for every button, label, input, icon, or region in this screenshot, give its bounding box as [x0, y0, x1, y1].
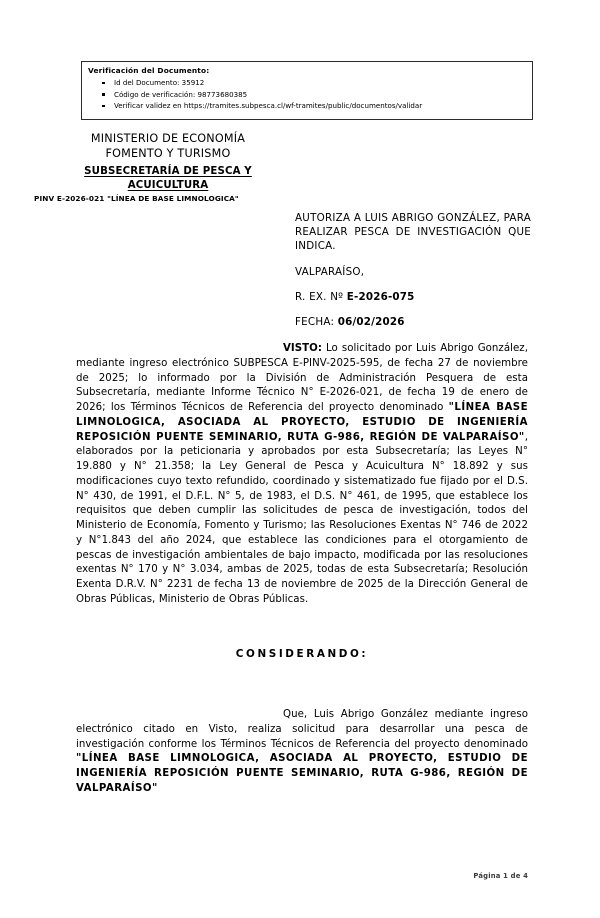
ministry-line-2: FOMENTO Y TURISMO [105, 147, 231, 160]
visto-heading: VISTO: [283, 343, 322, 354]
pinv-reference: PINV E-2026-021 "LÍNEA DE BASE LIMNOLOGICA" [34, 194, 239, 203]
verification-item-document-id: Id del Documento: 35912 [88, 77, 422, 89]
verification-list [88, 77, 422, 112]
visto-paragraph [76, 342, 528, 608]
considerando-heading: CONSIDERANDO: [235, 648, 369, 660]
resolution-place: VALPARAÍSO, [295, 266, 365, 278]
resolution-date-line [295, 316, 405, 328]
considerando-text-part-1: Que, Luis Abrigo González mediante ingreso electrónico citado en Visto, realiza solicitud para desarrollar una pesca de investigación conforme los Términos Técnicos de Referencia del proyecto denominado [76, 709, 528, 750]
ministry-line-1: MINISTERIO DE ECONOMÍA [90, 132, 246, 145]
considerando-project-name: "LÍNEA BASE LIMNOLOGICA, ASOCIADA AL PROYECTO, ESTUDIO DE INGENIERÍA REPOSICIÓN PUENTE SEMINARIO, RUTA G-986, REGIÓN DE VALPARAÍSO" [76, 753, 528, 794]
subsecretaria-heading [46, 165, 290, 192]
verification-title: Verificación del Documento: [88, 66, 210, 75]
resolution-date-label: FECHA: [295, 316, 338, 328]
visto-project-name: "LÍNEA BASE LIMNOLOGICA, ASOCIADA AL PROYECTO, ESTUDIO DE INGENIERÍA REPOSICIÓN PUENTE SEMINARIO, RUTA G-986, REGIÓN DE VALPARAÍSO" [76, 402, 528, 443]
subsecretaria-line-2: ACUICULTURA [127, 179, 209, 191]
subsecretaria-line-1: SUBSECRETARÍA DE PESCA Y [84, 166, 252, 177]
ministry-heading [46, 131, 290, 161]
verification-item-code: Código de verificación: 98773680385 [88, 89, 422, 101]
resolution-date-value: 06/02/2026 [337, 316, 405, 328]
resolution-number-label: R. EX. Nº [295, 291, 347, 303]
considerando-paragraph [76, 708, 528, 797]
resolution-number-line [295, 291, 415, 303]
resolution-number-value: E-2026-075 [346, 291, 415, 303]
verification-box [81, 61, 533, 120]
resolution-subject: AUTORIZA A LUIS ABRIGO GONZÁLEZ, PARA REALIZAR PESCA DE INVESTIGACIÓN QUE INDICA. [295, 212, 531, 253]
verification-item-url: Verificar validez en https://tramites.subpesca.cl/wf-tramites/public/documentos/validar [88, 100, 422, 112]
visto-text-part-2: , elaborados por la peticionaria y aprobados por esta Subsecretaría; las Leyes N° 19.880 y N° 21.358; la Ley General de Pesca y Acuicultura N° 18.892 y sus modificaciones cuyo texto refundido, coordinado y sistematizado fue fijado por el D.S. N° 430, de 1991, el D.F.L. N° 5, de 1983, el D.S. N° 461, de 1995, que establece los requisitos que deben cumplir las solicitudes de pesca de investigación, todos del Ministerio de Economía, Fomento y Turismo; las Resoluciones Exentas N° 746 de 2022 y N°1.843 del año 2024, que establece las condiciones para el otorgamiento de pescas de investigación ambientales de bajo impacto, modificada por las resoluciones exentas N° 170 y N° 3.034, ambas de 2025, todas de esta Subsecretaría; Resolución Exenta D.R.V. N° 2231 de fecha 13 de noviembre de 2025 de la Dirección General de Obras Públicas, Ministerio de Obras Públicas. [76, 431, 528, 605]
visto-text-part-1: Lo solicitado por Luis Abrigo González, mediante ingreso electrónico SUBPESCA E-PINV-2025-595, de fecha 27 de noviembre de 2025; lo informado por la División de Administración Pesquera de esta Subsecretaría, mediante Informe Técnico N° E-2026-021, de fecha 19 de enero de 2026; los Términos Técnicos de Referencia del proyecto denominado [76, 343, 528, 413]
page-footer: Página 1 de 4 [473, 872, 528, 880]
